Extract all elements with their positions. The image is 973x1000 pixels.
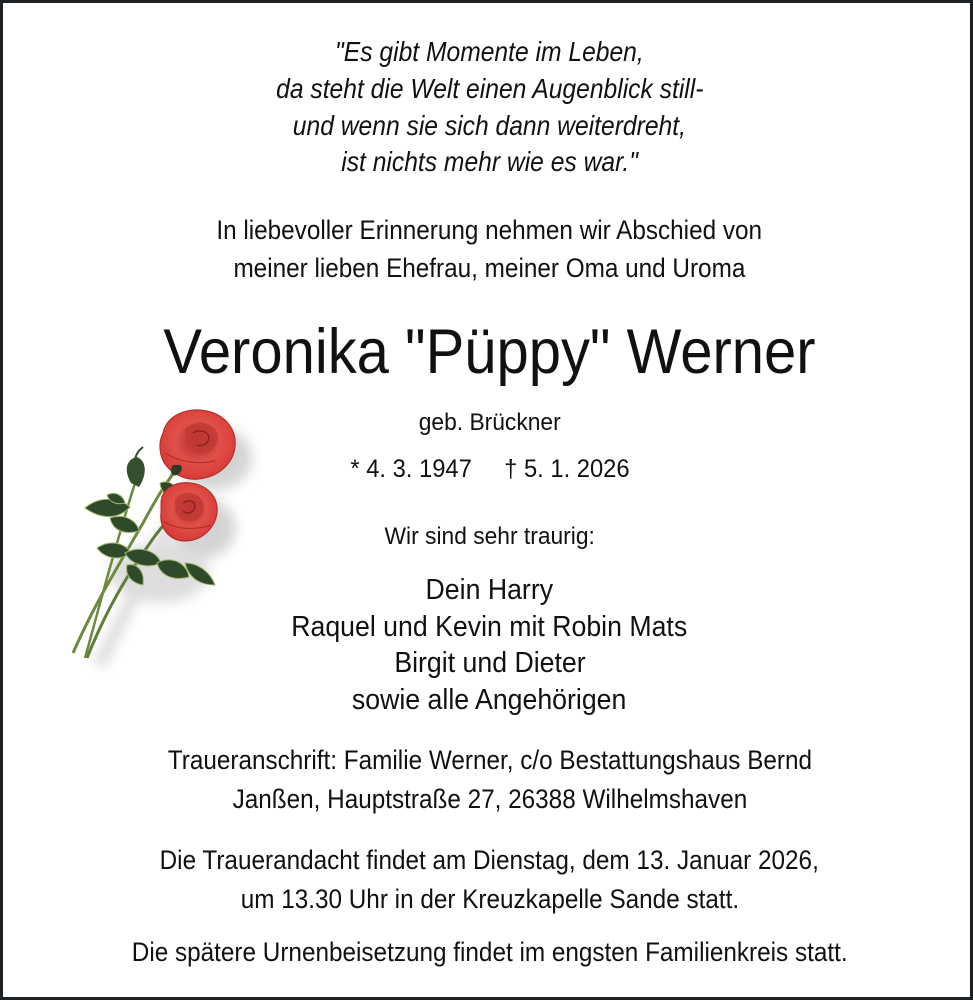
intro-line: meiner lieben Ehefrau, meiner Oma und Uroma: [233, 253, 746, 283]
maiden-name: geb. Brückner: [418, 409, 561, 436]
address-line: Janßen, Hauptstraße 27, 26388 Wilhelmshaven: [232, 784, 747, 814]
address-line: Traueranschrift: Familie Werner, c/o Bestattungshaus Bernd: [167, 745, 812, 775]
mourner-name: Birgit und Dieter: [393, 647, 586, 679]
service-line: Die Trauerandacht findet am Dienstag, dem 13. Januar 2026,: [159, 845, 820, 875]
quote-line: "Es gibt Momente im Leben,: [335, 36, 644, 67]
burial-line: Die spätere Urnenbeisetzung findet im engsten Familienkreis statt.: [131, 937, 848, 967]
deceased-name: Veronika "Püppy" Werner: [163, 317, 816, 387]
mourner-name: sowie alle Angehörigen: [352, 684, 627, 716]
quote-line: ist nichts mehr wie es war.": [341, 146, 638, 177]
quote-line: und wenn sie sich dann weiterdreht,: [292, 110, 687, 141]
death-date: † 5. 1. 2026: [503, 455, 630, 483]
mourner-name: Dein Harry: [425, 574, 554, 606]
intro-line: In liebevoller Erinnerung nehmen wir Abschied von: [216, 215, 763, 245]
quote-line: da steht die Welt einen Augenblick still-: [275, 73, 704, 104]
birth-date: * 4. 3. 1947: [349, 455, 472, 483]
rose-icon: [65, 403, 265, 673]
service-line: um 13.30 Uhr in der Kreuzkapelle Sande statt.: [240, 884, 739, 914]
mourners-heading: Wir sind sehr traurig:: [384, 523, 595, 550]
mourner-name: Raquel und Kevin mit Robin Mats: [291, 611, 688, 643]
